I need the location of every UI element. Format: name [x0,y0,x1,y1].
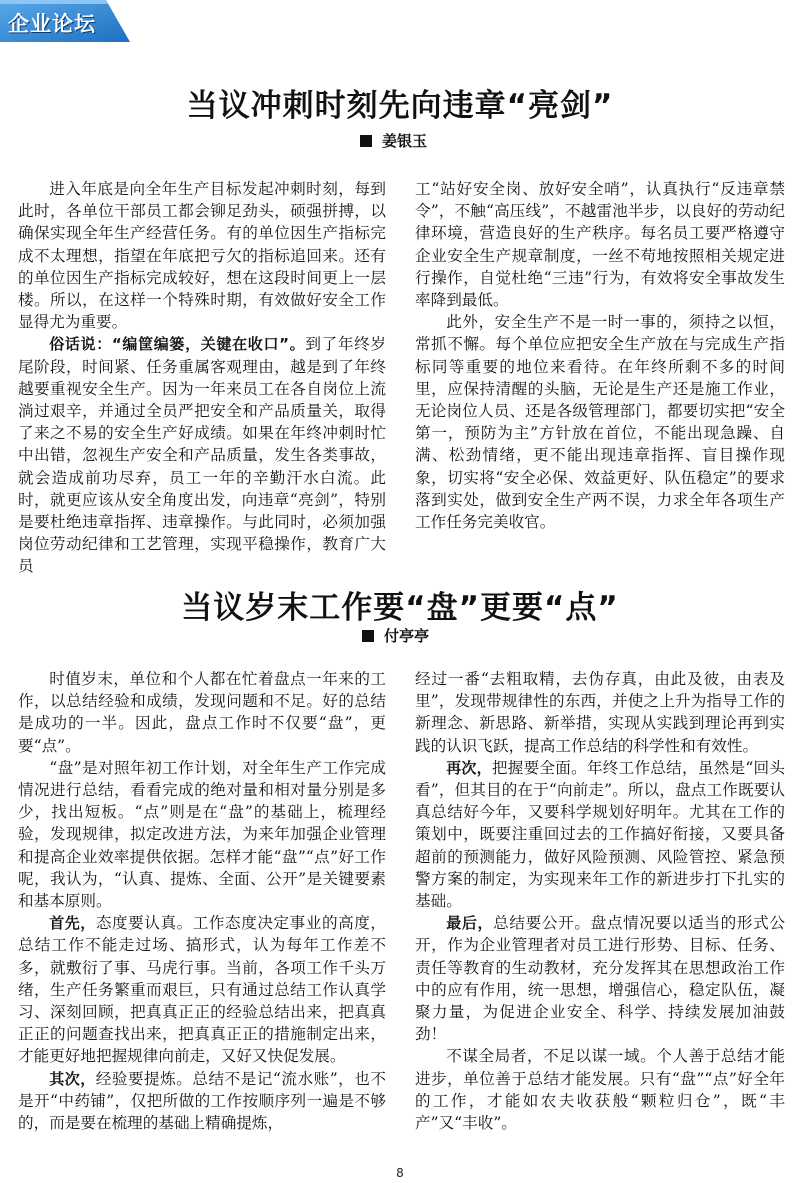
article1-column-left [18,178,386,578]
article1-author-name: 姜银玉 [382,132,428,150]
paragraph-lead: 其次， [49,1069,96,1088]
paragraph [18,178,386,333]
paragraph [18,757,386,912]
article1-title: 当议冲刺时刻先向违章“亮剑” [186,88,614,124]
paragraph-text: 经过一番“去粗取精，去伪存真，由此及彼，由表及里”，发现带规律性的东西，并使之上升为指导工作的新理念、新思路、新举措，实现从实践到理论再到实践的认识飞跃，提高工作总结的科学性和有效性。 [415,670,785,755]
paragraph-lead: 最后， [446,914,494,933]
section-label: 企业论坛 [8,12,96,36]
section-tab [0,0,130,42]
paragraph-text: “盘”是对照年初工作计划，对全年生产工作完成情况进行总结，看看完成的绝对量和相对量分别是多少，找出短板。“点”则是在“盘”的基础上，梳理经验，发现规律，拟定改进方法，为来年加强企业管理和提高企业效率提供依据。怎样才能“盘”“点”好工作呢，我认为，“认真、提炼、全面、公开”是关键要素和基本原则。 [18,758,386,911]
paragraph-lead: 再次， [446,758,492,777]
author-square-icon [360,135,372,147]
paragraph-lead: 首先， [49,914,96,933]
paragraph [415,1045,785,1134]
paragraph-text: 此外，安全生产不是一时一事的，须持之以恒，常抓不懈。每个单位应把安全生产放在与完成生产指标同等重要的地位来看待。在年终所剩不多的时间里，应保持清醒的头脑，无论是生产还是施工作业，无论岗位人员、还是各级管理部门，都要切实把“安全第一，预防为主”方针放在首位，不能出现急躁、自满、松劲情绪，更不能出现违章指挥、盲目操作现象，切实将“安全必保、效益更好、队伍稳定”的要求落到实处，做到安全生产两不误，力求全年各项生产工作任务完美收官。 [415,313,785,532]
paragraph-text: 总结要公开。盘点情况要以适当的形式公开，作为企业管理者对员工进行形势、目标、任务、责任等教育的生动教材，充分发挥其在思想政治工作中的应有作用，统一思想，增强信心，稳定队伍，凝聚力量，为促进企业安全、科学、持续发展加油鼓劲！ [415,914,785,1044]
paragraph [415,757,785,912]
paragraph [415,668,785,757]
article2-column-right [415,668,785,1134]
paragraph-text: 时值岁末，单位和个人都在忙着盘点一年来的工作，以总结经验和成绩，发现问题和不足。好的总结是成功的一半。因此，盘点工作时不仅要“盘”，更要“点”。 [18,670,386,755]
paragraph-text: 进入年底是向全年生产目标发起冲刺时刻，每到此时，各单位干部员工都会铆足劲头，硕强拼搏，以确保实现全年生产经营任务。有的单位因生产指标完成不太理想，指望在年底把亏欠的指标追回来。还有的单位因生产指标完成较好，想在这段时间更上一层楼。所以，在这样一个特殊时期，有效做好安全工作显得尤为重要。 [18,180,386,332]
paragraph [18,912,386,1067]
paragraph-text: 经验要提炼。总结不是记“流水账”，也不是开“中药铺”，仅把所做的工作按顺序列一遍是不够的，而是要在梳理的基础上精确提炼， [18,1069,386,1133]
article2-author-name: 付亭亭 [384,627,430,645]
paragraph [18,1068,386,1135]
paragraph-text: 不谋全局者，不足以谋一域。个人善于总结才能进步，单位善于总结才能发展。只有“盘”“点”好全年的工作，才能如农夫收获般“颗粒归仓”，既“丰产”又“丰收”。 [415,1047,785,1133]
paragraph-text: 工“站好安全岗、放好安全哨”，认真执行“反违章禁令”，不触“高压线”，不越雷池半步，以良好的劳动纪律环境，营造良好的生产秩序。每名员工要严格遵守企业安全生产规章制度，一丝不苟地按照相关规定进行操作，自觉杜绝“三违”行为，有效将安全事故发生率降到最低。 [415,180,785,310]
author-square-icon [362,630,374,642]
paragraph-lead: 俗话说：“编筐编篓，关键在收口”。 [49,335,306,354]
paragraph [18,668,386,757]
paragraph [415,311,785,533]
article2-column-left [18,668,386,1134]
article1-column-right [415,178,785,533]
article2-author [362,625,429,646]
paragraph [415,912,785,1045]
paragraph-text: 把握要全面。年终工作总结，虽然是“回头看”，但其目的在于“向前走”。所以，盘点工作既要认真总结好今年，又要科学规划好明年。尤其在工作的策划中，既要注重回过去的工作搞好衔接，又要具备超前的预测能力，做好风险预测、风险管控、紧急预警方案的制定，为实现来年工作的新进步打下扎实的基础。 [415,758,785,911]
page-number: 8 [396,1166,404,1180]
paragraph [18,333,386,577]
paragraph [415,178,785,311]
paragraph-text: 到了年终岁尾阶段，时间紧、任务重属客观理由，越是到了年终越要重视安全生产。因为一年来员工在各自岗位上流淌过艰辛，并通过全员严把安全和产品质量关，取得了来之不易的安全生产好成绩。如果在年终冲刺时忙中出错，忽视生产安全和产品质量，发生各类事故，就会造成前功尽弃，员工一年的辛勤汗水白流。此时，就更应该从安全角度出发，向违章“亮剑”，特别是要杜绝违章指挥、违章操作。与此同时，必须加强岗位劳动纪律和工艺管理，实现平稳操作，教育广大员 [18,335,386,576]
paragraph-text: 态度要认真。工作态度决定事业的高度，总结工作不能走过场、搞形式，认为每年工作差不多，就敷衍了事、马虎行事。当前，各项工作千头万绪，生产任务繁重而艰巨，只有通过总结工作认真学习、深刻回顾，把真真正正的经验总结出来，把真真正正的问题查找出来，把真真正正的措施制定出来，才能更好地把握规律向前走，又好又快促发展。 [18,914,386,1066]
article1-author [360,130,427,151]
article2-title: 当议岁末工作要“盘”更要“点” [181,590,619,626]
